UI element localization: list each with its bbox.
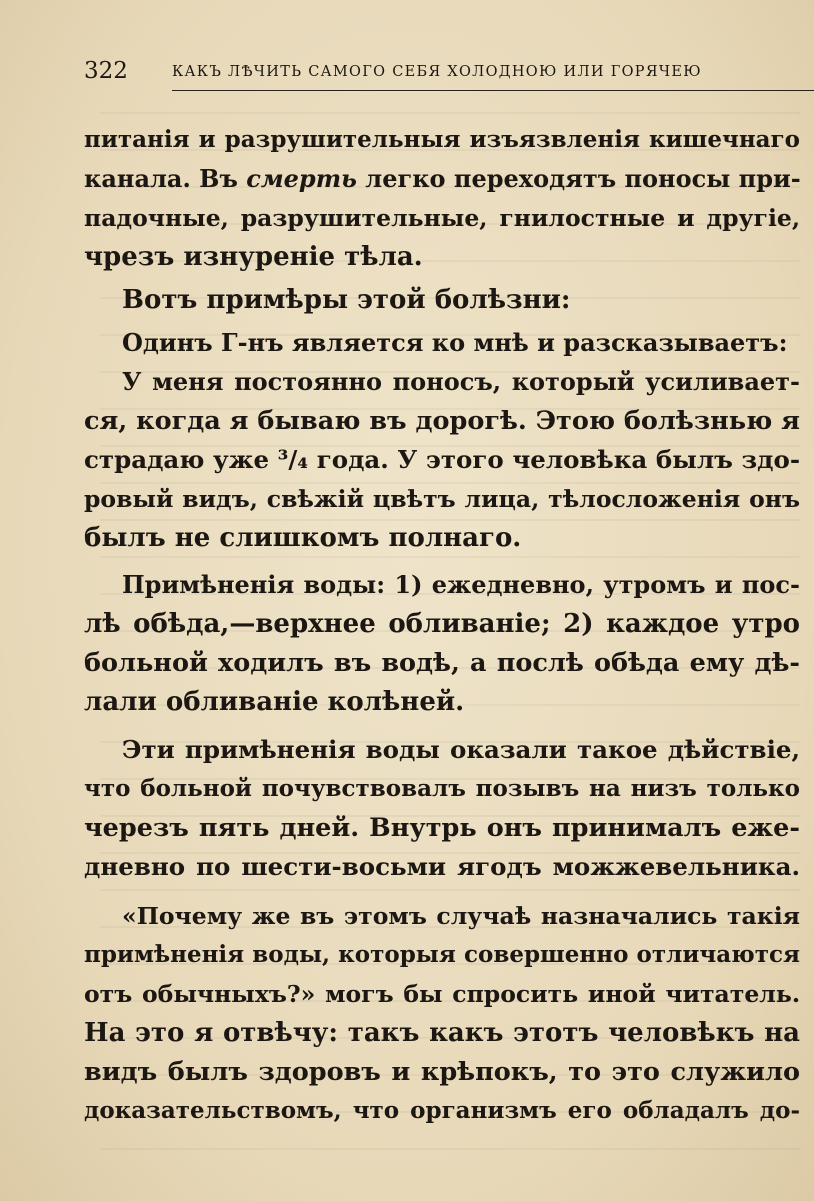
text-line: больной ходилъ въ водѣ, а послѣ обѣда ему дѣ- [84, 648, 800, 678]
text-line: отъ обычныхъ?» могъ бы спросить иной читатель. [84, 980, 800, 1008]
text-line: чрезъ изнуреніе тѣла. [84, 242, 423, 272]
text-line: примѣненія воды, которыя совершенно отличаются [84, 941, 800, 968]
text-line: падочные, разрушительные, гнилостные и другіе, [84, 204, 800, 232]
text-line: былъ не слишкомъ полнаго. [84, 523, 522, 553]
text-segment: легко переходятъ поносы при- [356, 164, 801, 193]
text-line: доказательствомъ, что организмъ его обладалъ до- [84, 1097, 800, 1124]
text-line: На это я отвѣчу: такъ какъ этотъ человѣкъ на [84, 1018, 800, 1048]
text-line: ровый видъ, свѣжій цвѣтъ лица, тѣлосложенія онъ [84, 485, 800, 513]
page-header [84, 58, 800, 88]
text-line: Вотъ примѣры этой болѣзни: [122, 285, 571, 315]
text-line: Эти примѣненія воды оказали такое дѣйствіе, [122, 735, 800, 764]
text-segment: канала. Въ [84, 164, 247, 193]
text-line: видъ былъ здоровъ и крѣпокъ, то это служило [84, 1057, 800, 1087]
text-line: лѣ обѣда,—верхнее обливаніе; 2) каждое утро [84, 609, 800, 639]
text-line: Одинъ Г-нъ является ко мнѣ и разсказываетъ: [122, 328, 788, 357]
text-line: «Почему же въ этомъ случаѣ назначались такія [122, 902, 800, 930]
text-line: что больной почувствовалъ позывъ на низъ только [84, 775, 800, 802]
page-number: 322 [84, 58, 128, 84]
text-line: страдаю уже ³/₄ года. У этого человѣка былъ здо- [84, 445, 800, 474]
text-line: дневно по шести-восьми ягодъ можжевельника. [84, 852, 800, 881]
header-rule [172, 90, 814, 91]
text-line: лали обливаніе колѣней. [84, 687, 465, 717]
text-line: черезъ пять дней. Внутрь онъ принималъ еже- [84, 813, 800, 843]
running-head: КАКЪ ЛѢЧИТЬ САМОГО СЕБЯ ХОЛОДНОЮ ИЛИ ГОРЯЧЕЮ [172, 64, 702, 80]
text-line: питанія и разрушительныя изъязвленія кишечнаго [84, 126, 800, 153]
text-line: ся, когда я бываю въ дорогѣ. Этою болѣзнью я [84, 406, 800, 436]
text-line: Примѣненія воды: 1) ежедневно, утромъ и пос- [122, 570, 800, 599]
emphasized-word: смерть [246, 164, 357, 193]
text-line [84, 159, 800, 199]
text-line: У меня постоянно поносъ, который усиливает- [122, 367, 800, 396]
